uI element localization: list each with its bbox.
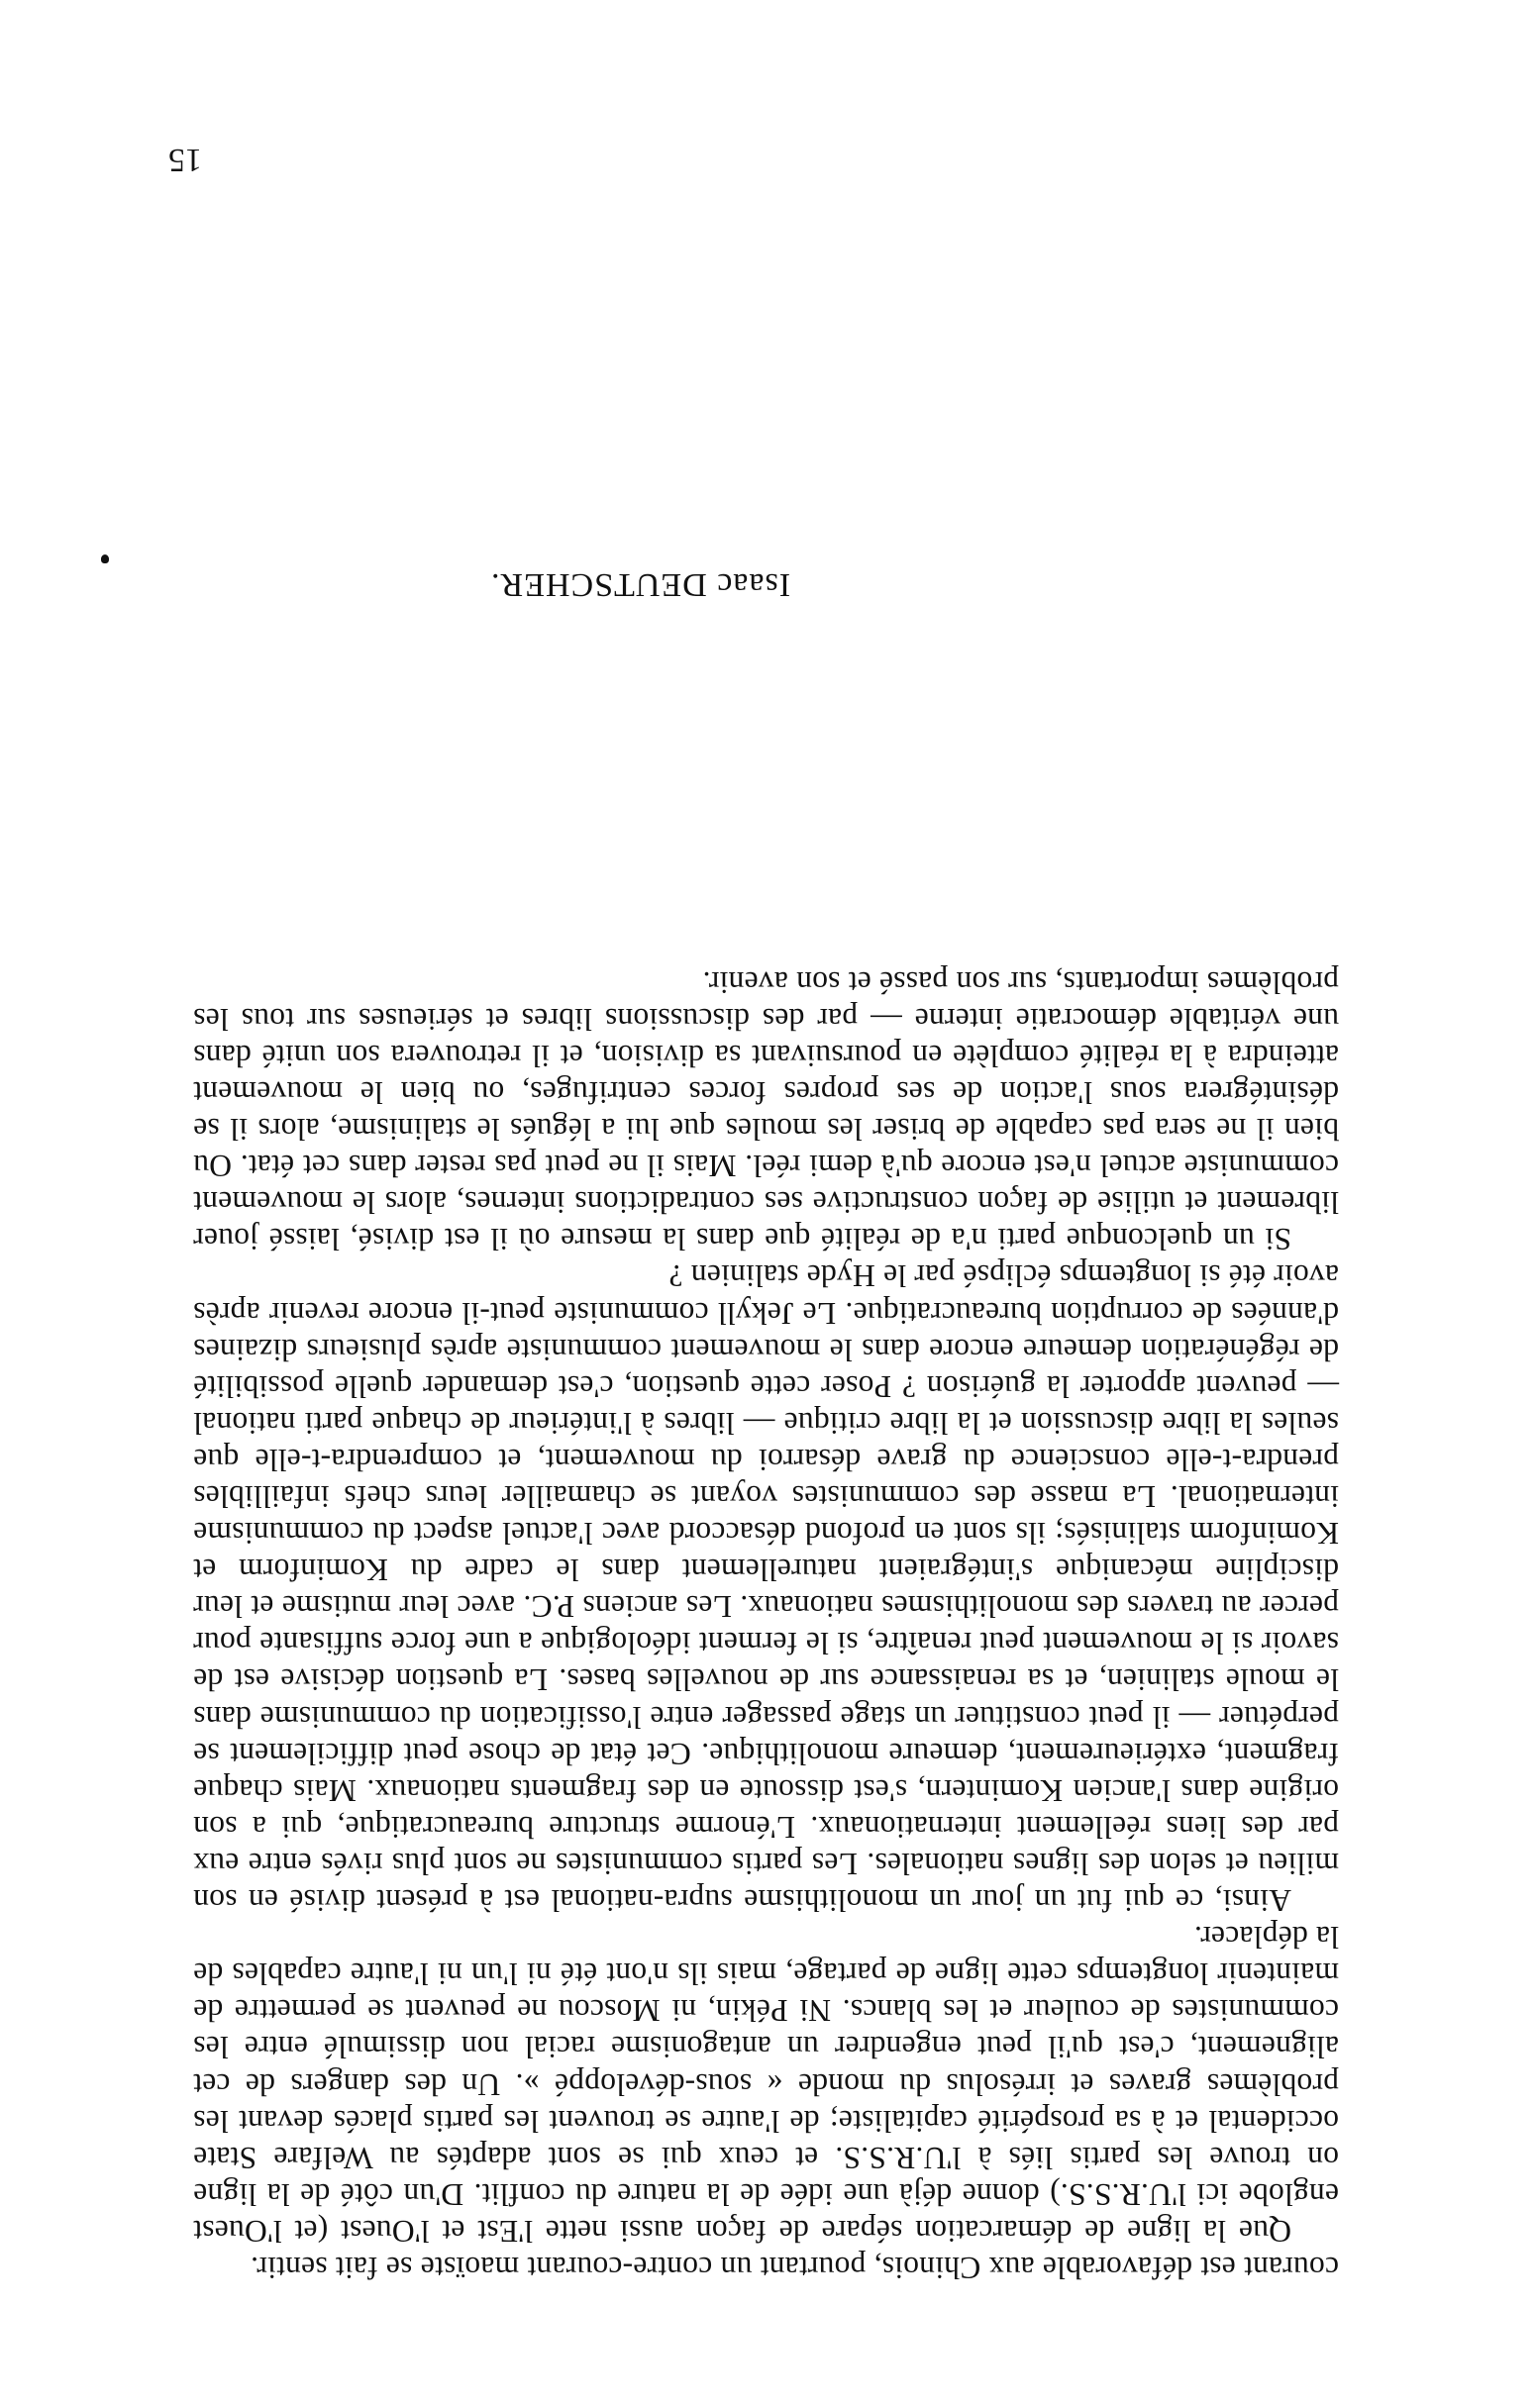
ink-speck	[101, 554, 109, 563]
paragraph: Ainsi, ce qui fut un jour un monolithisme supra-national est à présent divisé en son milieu et selon des lignes nationales. Les partis communistes ne sont plus rivés entre eux par des liens réellement internationaux. L'énorme structure bureaucratique, qui a son origine dans l'ancien Komintern, s'est dissoute en des fragments nationaux. Mais chaque fragment, extérieurement, demeure monolithique. Cet état de chose peut difficilement se perpétuer — il peut constituer un stage passager entre l'ossification du communisme dans le moule stalinien, et sa renaissance sur de nouvelles bases. La question décisive est de savoir si le mouvement peut renaître, si le ferment idéologique a une force suffisante pour percer au travers des monolithismes nationaux. Les anciens P.C. avec leur mutisme et leur discipline mécanique s'intégraient naturellement dans le cadre du Kominform et Kominform stalinisés; ils sont en profond désaccord avec l'actuel aspect du communisme international. La masse des communistes voyant se chamailler leurs chefs infaillibles prendra-t-elle conscience du grave désarroi du mouvement, et comprendra-t-elle que seules la libre discussion et la libre critique — libres à l'intérieur de chaque parti national — peuvent apporter la guérison ? Poser cette question, c'est demander quelle possibilité de régénération demeure encore dans le mouvement communiste après plusieurs dizaines d'années de corruption bureaucratique. Le Jekyll communiste peut-il encore revenir après avoir été si longtemps éclipsé par le Hyde stalinien ?	[193, 1258, 1339, 1919]
paragraph: Que la ligne de démarcation sépare de façon aussi nette l'Est et l'Ouest (et l'Ouest englobe ici l'U.R.S.S.) donne déjà une idée de la nature du conflit. D'un côté de la ligne on trouve les partis liés à l'U.R.S.S. et ceux qui se sont adaptés au Welfare State occidental et à sa prospérité capitaliste; de l'autre se trouvent les partis placés devant les problèmes graves et irrésolus du monde « sous-développé ». Un des dangers de cet alignement, c'est qu'il peut engendrer un antagonisme racial non dissimulé entre les communistes de couleur et les blancs. Ni Pékin, ni Moscou ne peuvent se permettre de maintenir longtemps cette ligne de partage, mais ils n'ont été ni l'un ni l'autre capables de la déplacer.	[193, 1920, 1339, 2249]
paragraph-continuation: courant est défavorable aux Chinois, pourtant un contre-courant maoïste se fait sentir.	[250, 2251, 1339, 2285]
page-number: 15	[168, 142, 202, 178]
paragraph: Si un quelconque parti n'a de réalité que dans la mesure où il est divisé, laissé jouer librement et utilise de façon constructive ses contradictions internes, alors le mouvement communiste actuel n'est encore qu'à demi réel. Mais il ne peut pas rester dans cet état. Ou bien il ne sera pas capable de briser les moules que lui a légués le stalinisme, alors il se désintégrera sous l'action de ses propres forces centrifuges, ou bien le mouvement atteindra à la réalité complète en poursuivant sa division, et il retrouvera son unité dans une véritable démocratie interne — par des discussions libres et sérieuses sur tous les problèmes importants, sur son passé et son avenir.	[193, 964, 1339, 1257]
body-text	[193, 964, 1339, 2286]
author-signature: Isaac DEUTSCHER.	[490, 566, 791, 603]
